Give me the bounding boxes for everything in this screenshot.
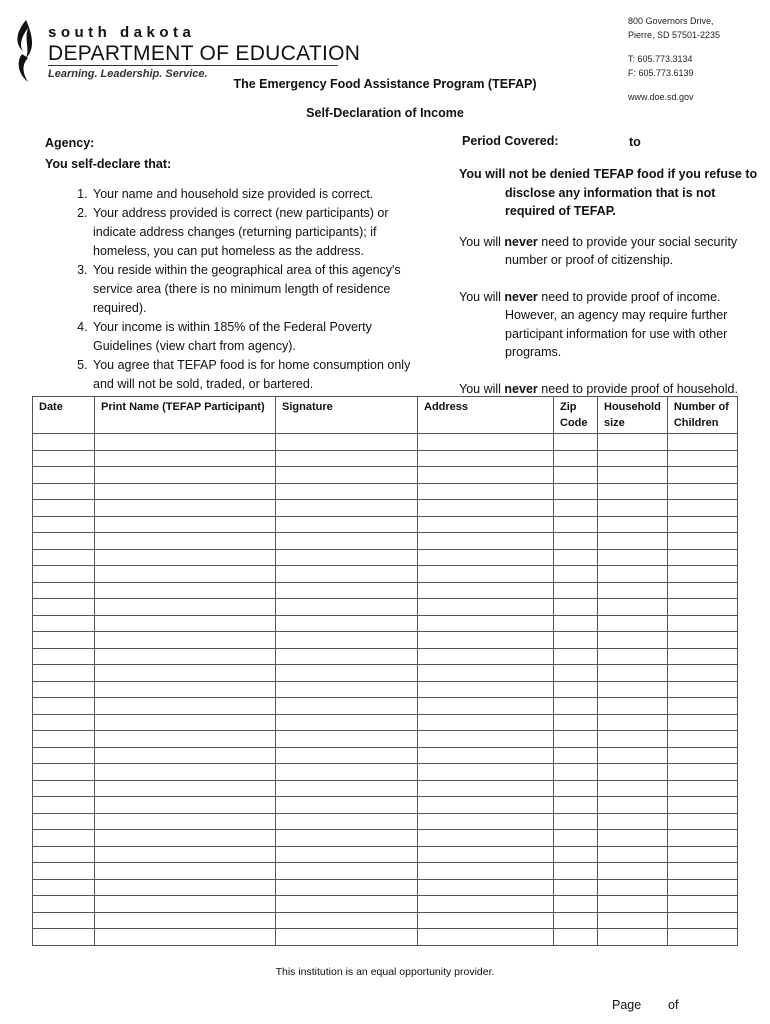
table-cell-input[interactable]	[276, 912, 418, 929]
table-cell-input[interactable]	[554, 483, 598, 500]
table-cell-input[interactable]	[667, 681, 737, 698]
table-cell-input[interactable]	[33, 929, 95, 946]
table-cell-input[interactable]	[276, 780, 418, 797]
table-cell-input[interactable]	[418, 731, 554, 748]
table-cell-input[interactable]	[276, 450, 418, 467]
table-row	[33, 929, 738, 946]
table-row	[33, 896, 738, 913]
table-cell-input[interactable]	[667, 896, 737, 913]
table-cell-input[interactable]	[554, 467, 598, 484]
table-cell-input[interactable]	[276, 698, 418, 715]
table-row	[33, 813, 738, 830]
table-cell-input[interactable]	[418, 863, 554, 880]
table-cell-input[interactable]	[598, 813, 668, 830]
table-cell-input[interactable]	[667, 615, 737, 632]
table-cell-input[interactable]	[554, 929, 598, 946]
table-cell-input[interactable]	[418, 780, 554, 797]
table-row	[33, 483, 738, 500]
col-date: Date	[33, 397, 95, 434]
table-cell-input[interactable]	[598, 714, 668, 731]
table-row	[33, 648, 738, 665]
table-cell-input[interactable]	[276, 714, 418, 731]
table-cell-input[interactable]	[95, 599, 276, 616]
page-label: Page	[612, 998, 642, 1012]
declaration-item: 3. You reside within the geographical area of this agency's service area (there is no minimum length of residence required).	[91, 261, 425, 318]
table-cell-input[interactable]	[598, 516, 668, 533]
table-cell-input[interactable]	[554, 648, 598, 665]
table-cell-input[interactable]	[667, 434, 737, 451]
table-cell-input[interactable]	[418, 714, 554, 731]
table-cell-input[interactable]	[276, 566, 418, 583]
form-title: Self-Declaration of Income	[306, 106, 464, 120]
logo-department-name: DEPARTMENT OF EDUCATION	[48, 42, 361, 65]
table-cell-input[interactable]	[667, 780, 737, 797]
table-cell-input[interactable]	[276, 516, 418, 533]
declaration-item: 4. Your income is within 185% of the Federal Poverty Guidelines (view chart from agency).	[91, 318, 425, 356]
table-row	[33, 632, 738, 649]
table-row	[33, 879, 738, 896]
table-cell-input[interactable]	[598, 747, 668, 764]
sd-doe-logo	[12, 16, 361, 86]
table-cell-input[interactable]	[95, 516, 276, 533]
table-cell-input[interactable]	[418, 582, 554, 599]
table-cell-input[interactable]	[95, 483, 276, 500]
table-cell-input[interactable]	[598, 615, 668, 632]
col-print-name: Print Name (TEFAP Participant)	[95, 397, 276, 434]
table-cell-input[interactable]	[554, 599, 598, 616]
table-cell-input[interactable]	[418, 764, 554, 781]
table-cell-input[interactable]	[418, 830, 554, 847]
logo-tagline: Learning. Leadership. Service.	[48, 68, 208, 80]
table-cell-input[interactable]	[95, 566, 276, 583]
table-cell-input[interactable]	[33, 450, 95, 467]
table-cell-input[interactable]	[33, 714, 95, 731]
table-cell-input[interactable]	[418, 681, 554, 698]
table-cell-input[interactable]	[554, 533, 598, 550]
table-cell-input[interactable]	[667, 813, 737, 830]
table-cell-input[interactable]	[554, 813, 598, 830]
table-cell-input[interactable]	[33, 830, 95, 847]
table-cell-input[interactable]	[667, 582, 737, 599]
table-cell-input[interactable]	[554, 549, 598, 566]
equal-opportunity-footer: This institution is an equal opportunity provider.	[275, 966, 495, 978]
table-cell-input[interactable]	[554, 516, 598, 533]
table-cell-input[interactable]	[95, 896, 276, 913]
self-declare-label: You self-declare that:	[45, 157, 172, 171]
table-cell-input[interactable]	[95, 533, 276, 550]
table-cell-input[interactable]	[418, 549, 554, 566]
table-row	[33, 731, 738, 748]
period-to-label: to	[629, 135, 641, 149]
table-cell-input[interactable]	[95, 434, 276, 451]
table-cell-input[interactable]	[598, 533, 668, 550]
table-cell-input[interactable]	[95, 500, 276, 517]
table-cell-input[interactable]	[418, 450, 554, 467]
table-cell-input[interactable]	[554, 714, 598, 731]
contact-fax: F: 605.773.6139	[628, 67, 694, 78]
contact-city: Pierre, SD 57501-2235	[628, 29, 721, 40]
table-cell-input[interactable]	[598, 863, 668, 880]
table-cell-input[interactable]	[276, 483, 418, 500]
declaration-item: 2. Your address provided is correct (new participants) or indicate address changes (returning participants); if homeless, you can put homeless as the address.	[91, 204, 425, 261]
table-cell-input[interactable]	[276, 863, 418, 880]
table-cell-input[interactable]	[598, 665, 668, 682]
table-cell-input[interactable]	[33, 566, 95, 583]
table-cell-input[interactable]	[598, 450, 668, 467]
table-cell-input[interactable]	[33, 797, 95, 814]
col-household-size: Household size	[598, 397, 668, 434]
col-signature: Signature	[276, 397, 418, 434]
table-cell-input[interactable]	[598, 912, 668, 929]
table-row	[33, 665, 738, 682]
table-cell-input[interactable]	[33, 731, 95, 748]
table-cell-input[interactable]	[33, 483, 95, 500]
table-cell-input[interactable]	[418, 813, 554, 830]
table-row	[33, 912, 738, 929]
table-cell-input[interactable]	[598, 846, 668, 863]
table-cell-input[interactable]	[418, 467, 554, 484]
table-cell-input[interactable]	[598, 632, 668, 649]
table-cell-input[interactable]	[95, 912, 276, 929]
table-cell-input[interactable]	[276, 648, 418, 665]
table-cell-input[interactable]	[276, 500, 418, 517]
table-cell-input[interactable]	[554, 615, 598, 632]
logo-divider	[48, 65, 338, 66]
table-cell-input[interactable]	[598, 830, 668, 847]
table-cell-input[interactable]	[276, 896, 418, 913]
table-cell-input[interactable]	[598, 896, 668, 913]
table-cell-input[interactable]	[33, 500, 95, 517]
table-cell-input[interactable]	[667, 830, 737, 847]
table-cell-input[interactable]	[276, 549, 418, 566]
table-cell-input[interactable]	[276, 582, 418, 599]
notice-ssn: You will never need to provide your social security number or proof of citizenship.	[459, 234, 738, 267]
table-row	[33, 830, 738, 847]
table-cell-input[interactable]	[667, 665, 737, 682]
table-cell-input[interactable]	[33, 879, 95, 896]
table-cell-input[interactable]	[33, 632, 95, 649]
table-cell-input[interactable]	[33, 780, 95, 797]
table-cell-input[interactable]	[95, 615, 276, 632]
table-cell-input[interactable]	[95, 714, 276, 731]
table-cell-input[interactable]	[598, 929, 668, 946]
table-cell-input[interactable]	[554, 665, 598, 682]
table-cell-input[interactable]	[95, 879, 276, 896]
table-cell-input[interactable]	[33, 747, 95, 764]
table-row	[33, 747, 738, 764]
table-cell-input[interactable]	[667, 731, 737, 748]
contact-street: 800 Governors Drive,	[628, 16, 714, 26]
declarations-list	[40, 185, 425, 394]
table-row	[33, 434, 738, 451]
table-cell-input[interactable]	[418, 879, 554, 896]
table-cell-input[interactable]	[276, 615, 418, 632]
table-row	[33, 797, 738, 814]
table-cell-input[interactable]	[418, 665, 554, 682]
table-cell-input[interactable]	[667, 566, 737, 583]
table-cell-input[interactable]	[276, 533, 418, 550]
table-cell-input[interactable]	[598, 879, 668, 896]
table-cell-input[interactable]	[667, 533, 737, 550]
table-cell-input[interactable]	[33, 582, 95, 599]
table-cell-input[interactable]	[667, 846, 737, 863]
table-cell-input[interactable]	[418, 516, 554, 533]
table-cell-input[interactable]	[554, 731, 598, 748]
table-cell-input[interactable]	[95, 764, 276, 781]
table-cell-input[interactable]	[276, 813, 418, 830]
notices-column	[459, 165, 759, 416]
table-cell-input[interactable]	[95, 681, 276, 698]
table-cell-input[interactable]	[95, 830, 276, 847]
table-cell-input[interactable]	[667, 483, 737, 500]
table-cell-input[interactable]	[418, 747, 554, 764]
table-cell-input[interactable]	[33, 434, 95, 451]
table-row	[33, 780, 738, 797]
table-cell-input[interactable]	[667, 467, 737, 484]
table-cell-input[interactable]	[418, 500, 554, 517]
table-cell-input[interactable]	[33, 764, 95, 781]
table-cell-input[interactable]	[33, 467, 95, 484]
declaration-item: 1. Your name and household size provided is correct.	[91, 185, 425, 204]
table-cell-input[interactable]	[95, 731, 276, 748]
table-cell-input[interactable]	[33, 863, 95, 880]
table-cell-input[interactable]	[33, 599, 95, 616]
table-cell-input[interactable]	[276, 929, 418, 946]
table-cell-input[interactable]	[667, 516, 737, 533]
table-row	[33, 500, 738, 517]
table-cell-input[interactable]	[95, 665, 276, 682]
table-cell-input[interactable]	[418, 566, 554, 583]
table-cell-input[interactable]	[95, 549, 276, 566]
table-cell-input[interactable]	[667, 747, 737, 764]
table-cell-input[interactable]	[598, 434, 668, 451]
table-cell-input[interactable]	[554, 566, 598, 583]
table-header-row	[33, 397, 738, 434]
participant-sign-table	[32, 396, 738, 946]
table-cell-input[interactable]	[95, 780, 276, 797]
table-cell-input[interactable]	[667, 879, 737, 896]
col-address: Address	[418, 397, 554, 434]
table-cell-input[interactable]	[598, 698, 668, 715]
table-cell-input[interactable]	[418, 483, 554, 500]
table-cell-input[interactable]	[667, 450, 737, 467]
table-row	[33, 615, 738, 632]
table-cell-input[interactable]	[418, 615, 554, 632]
table-cell-input[interactable]	[276, 681, 418, 698]
table-cell-input[interactable]	[598, 599, 668, 616]
table-cell-input[interactable]	[95, 929, 276, 946]
table-cell-input[interactable]	[276, 632, 418, 649]
table-cell-input[interactable]	[418, 846, 554, 863]
table-row	[33, 846, 738, 863]
table-cell-input[interactable]	[276, 830, 418, 847]
table-cell-input[interactable]	[418, 599, 554, 616]
table-row	[33, 516, 738, 533]
table-cell-input[interactable]	[95, 648, 276, 665]
col-zip-code: Zip Code	[554, 397, 598, 434]
table-cell-input[interactable]	[33, 846, 95, 863]
table-cell-input[interactable]	[554, 912, 598, 929]
table-cell-input[interactable]	[33, 665, 95, 682]
table-cell-input[interactable]	[554, 830, 598, 847]
table-cell-input[interactable]	[667, 863, 737, 880]
table-cell-input[interactable]	[667, 500, 737, 517]
table-row	[33, 467, 738, 484]
table-cell-input[interactable]	[554, 879, 598, 896]
table-cell-input[interactable]	[33, 516, 95, 533]
table-cell-input[interactable]	[418, 896, 554, 913]
table-cell-input[interactable]	[418, 912, 554, 929]
table-cell-input[interactable]	[276, 434, 418, 451]
table-cell-input[interactable]	[95, 698, 276, 715]
table-cell-input[interactable]	[418, 632, 554, 649]
table-cell-input[interactable]	[554, 450, 598, 467]
table-cell-input[interactable]	[667, 714, 737, 731]
table-row	[33, 549, 738, 566]
table-cell-input[interactable]	[554, 582, 598, 599]
table-cell-input[interactable]	[554, 797, 598, 814]
table-row	[33, 764, 738, 781]
table-row	[33, 863, 738, 880]
table-cell-input[interactable]	[276, 665, 418, 682]
table-cell-input[interactable]	[33, 615, 95, 632]
table-cell-input[interactable]	[667, 912, 737, 929]
table-cell-input[interactable]	[418, 929, 554, 946]
table-cell-input[interactable]	[598, 549, 668, 566]
contact-website: www.doe.sd.gov	[628, 92, 694, 102]
table-cell-input[interactable]	[598, 764, 668, 781]
table-cell-input[interactable]	[554, 780, 598, 797]
logo-state-name: south dakota	[48, 24, 196, 41]
table-cell-input[interactable]	[418, 698, 554, 715]
table-cell-input[interactable]	[95, 450, 276, 467]
table-cell-input[interactable]	[95, 467, 276, 484]
table-row	[33, 450, 738, 467]
table-cell-input[interactable]	[33, 698, 95, 715]
table-row	[33, 698, 738, 715]
table-cell-input[interactable]	[667, 797, 737, 814]
table-cell-input[interactable]	[33, 681, 95, 698]
table-cell-input[interactable]	[667, 764, 737, 781]
table-cell-input[interactable]	[95, 747, 276, 764]
page-of-label: of	[668, 998, 679, 1012]
table-cell-input[interactable]	[33, 549, 95, 566]
table-cell-input[interactable]	[598, 467, 668, 484]
table-cell-input[interactable]	[598, 483, 668, 500]
table-cell-input[interactable]	[554, 863, 598, 880]
table-cell-input[interactable]	[598, 780, 668, 797]
table-cell-input[interactable]	[667, 698, 737, 715]
table-cell-input[interactable]	[598, 582, 668, 599]
table-row	[33, 681, 738, 698]
table-cell-input[interactable]	[554, 500, 598, 517]
table-cell-input[interactable]	[667, 929, 737, 946]
col-number-of-children: Number of Children	[667, 397, 737, 434]
notice-not-denied: You will not be denied TEFAP food if you refuse to disclose any information that is not required of TEFAP.	[459, 167, 758, 218]
table-row	[33, 533, 738, 550]
table-cell-input[interactable]	[33, 813, 95, 830]
table-cell-input[interactable]	[276, 747, 418, 764]
table-cell-input[interactable]	[598, 797, 668, 814]
program-title-text: The Emergency Food Assistance Program (TEFAP)	[233, 77, 537, 91]
table-cell-input[interactable]	[33, 648, 95, 665]
table-cell-input[interactable]	[598, 500, 668, 517]
table-cell-input[interactable]	[33, 912, 95, 929]
table-cell-input[interactable]	[554, 764, 598, 781]
agency-label: Agency:	[45, 136, 95, 150]
table-cell-input[interactable]	[598, 731, 668, 748]
table-row	[33, 714, 738, 731]
table-cell-input[interactable]	[667, 549, 737, 566]
table-cell-input[interactable]	[276, 467, 418, 484]
table-cell-input[interactable]	[95, 863, 276, 880]
table-cell-input[interactable]	[276, 731, 418, 748]
table-cell-input[interactable]	[554, 846, 598, 863]
table-cell-input[interactable]	[276, 599, 418, 616]
contact-phone: T: 605.773.3134	[628, 54, 693, 64]
table-cell-input[interactable]	[95, 846, 276, 863]
contact-block	[628, 15, 720, 105]
table-cell-input[interactable]	[418, 797, 554, 814]
table-cell-input[interactable]	[418, 648, 554, 665]
table-cell-input[interactable]	[276, 846, 418, 863]
table-cell-input[interactable]	[276, 797, 418, 814]
torch-flame-icon	[12, 18, 40, 84]
table-cell-input[interactable]	[667, 599, 737, 616]
table-cell-input[interactable]	[554, 698, 598, 715]
table-cell-input[interactable]	[554, 632, 598, 649]
table-cell-input[interactable]	[667, 632, 737, 649]
notice-income: You will never need to provide proof of income. However, an agency may require further participant information for use with other programs.	[459, 289, 728, 359]
notice-household: You will never need to provide proof of household.	[459, 381, 738, 396]
table-cell-input[interactable]	[95, 632, 276, 649]
table-cell-input[interactable]	[33, 533, 95, 550]
table-cell-input[interactable]	[418, 533, 554, 550]
declaration-item: 5. You agree that TEFAP food is for home consumption only and will not be sold, traded, or bartered.	[91, 356, 425, 394]
table-cell-input[interactable]	[598, 648, 668, 665]
table-cell-input[interactable]	[554, 896, 598, 913]
table-cell-input[interactable]	[554, 747, 598, 764]
table-cell-input[interactable]	[95, 582, 276, 599]
table-cell-input[interactable]	[554, 681, 598, 698]
table-cell-input[interactable]	[418, 434, 554, 451]
table-cell-input[interactable]	[95, 797, 276, 814]
table-cell-input[interactable]	[276, 764, 418, 781]
table-cell-input[interactable]	[667, 648, 737, 665]
table-cell-input[interactable]	[598, 566, 668, 583]
table-row	[33, 566, 738, 583]
table-cell-input[interactable]	[554, 434, 598, 451]
table-row	[33, 582, 738, 599]
period-covered-label: Period Covered:	[462, 134, 559, 148]
table-cell-input[interactable]	[276, 879, 418, 896]
table-cell-input[interactable]	[598, 681, 668, 698]
table-cell-input[interactable]	[33, 896, 95, 913]
table-cell-input[interactable]	[95, 813, 276, 830]
program-title	[0, 77, 770, 91]
table-row	[33, 599, 738, 616]
